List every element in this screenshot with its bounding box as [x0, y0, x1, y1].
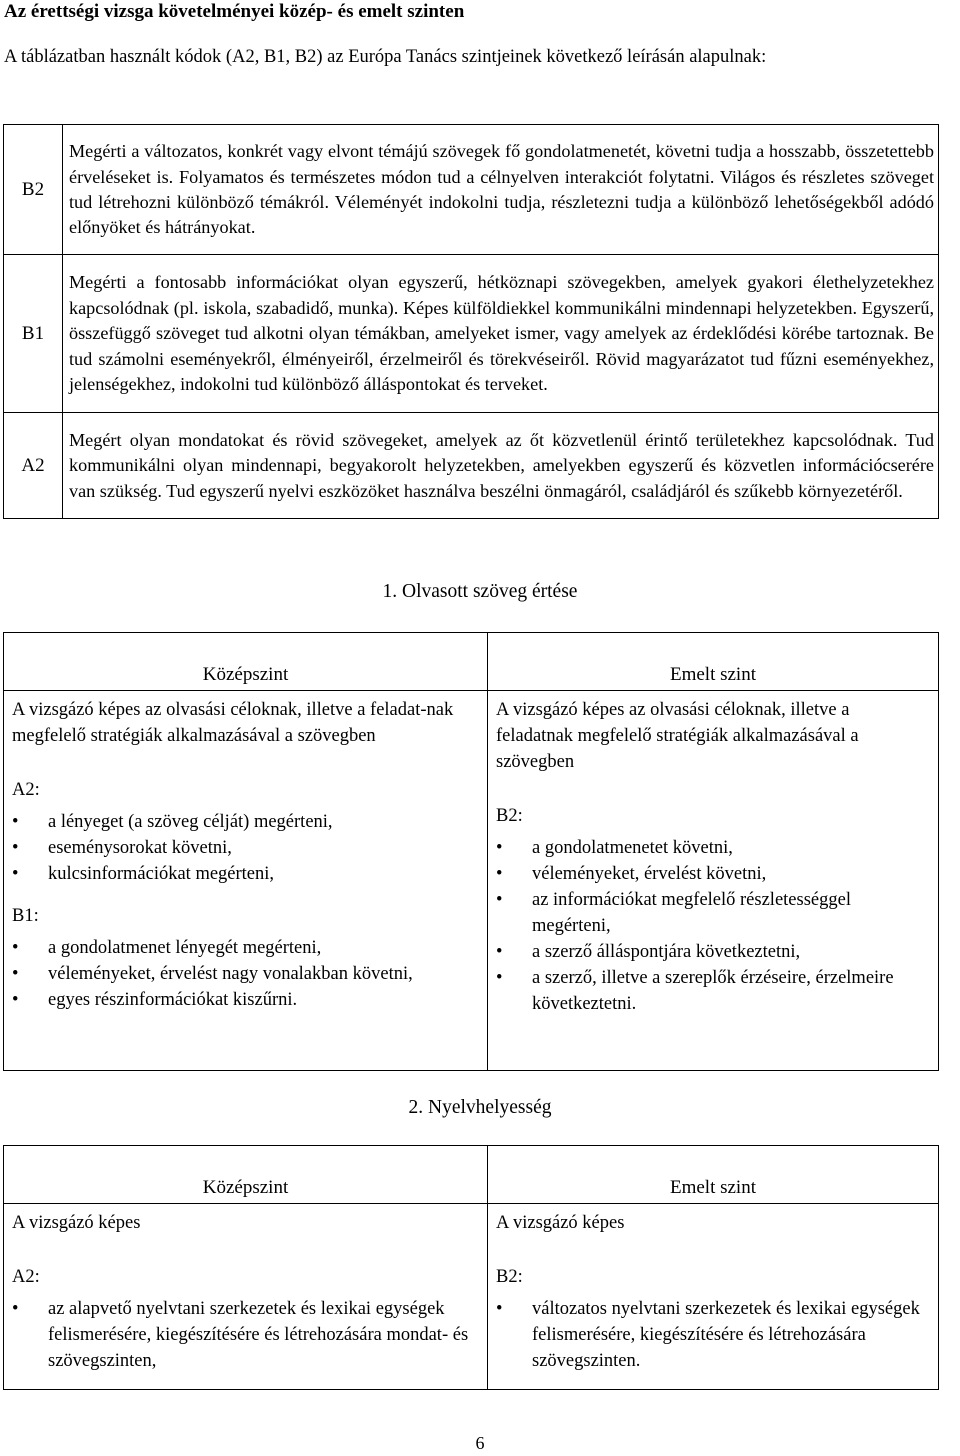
list-item: • kulcsinformációkat megérteni,	[12, 861, 473, 887]
bullet-list	[12, 809, 473, 887]
list-item: • véleményeket, érvelést nagy vonalakban követni,	[12, 961, 473, 987]
list-item: • a szerző álláspontjára következtetni,	[496, 939, 924, 965]
advanced-cell	[488, 691, 939, 1071]
list-item: • változatos nyelvtani szerkezetek és lexikai egységek felismerésére, kiegészítésére és létrehozására szövegszinten.	[496, 1296, 924, 1374]
bullet-list	[496, 835, 924, 1017]
bullet-icon: •	[12, 812, 19, 832]
page-number: 6	[475, 1433, 485, 1453]
level-label: B2:	[496, 806, 523, 826]
cell-lead: A vizsgázó képes	[496, 1213, 625, 1233]
reading-header-row	[4, 633, 939, 691]
grammar-header-row	[4, 1146, 939, 1204]
intermediate-cell	[4, 691, 488, 1071]
reading-table	[3, 632, 939, 1071]
list-item: • a lényeget (a szöveg célját) megérteni,	[12, 809, 473, 835]
bullet-icon: •	[12, 990, 19, 1010]
level-code: B1	[4, 255, 63, 413]
grammar-content-row	[4, 1204, 939, 1390]
section-heading-grammar: 2. Nyelvhelyesség	[408, 1097, 552, 1118]
list-item: • az alapvető nyelvtani szerkezetek és lexikai egységek felismerésére, kiegészítésére és létrehozására mondat- és szövegszinten,	[12, 1296, 473, 1374]
advanced-cell	[488, 1204, 939, 1390]
level-row-b1	[4, 255, 939, 413]
intermediate-cell	[4, 1204, 488, 1390]
level-label: A2:	[12, 780, 40, 800]
bullet-icon: •	[496, 968, 503, 988]
list-item: • a gondolatmenetet követni,	[496, 835, 924, 861]
level-description: Megérti a változatos, konkrét vagy elvont témájú szövegek fő gondolatmenetét, követni tudja a hosszabb, összetettebb érveléseket is. Folyamatos és természetes módon tud a célnyelven interakciót folytatni. Világos és részletes szöveget tud létrehozni különböző témákról. Véleményét indokolni tudja, részletezni tudja a különböző lehetőségekből adódó előnyöket és hátrányokat.	[63, 125, 939, 255]
bullet-icon: •	[496, 942, 503, 962]
list-item: • véleményeket, érvelést követni,	[496, 861, 924, 887]
bullet-icon: •	[12, 864, 19, 884]
column-header-intermediate: Középszint	[4, 633, 488, 691]
bullet-icon: •	[496, 1299, 503, 1319]
cell-lead: A vizsgázó képes az olvasási céloknak, illetve a feladatnak megfelelő stratégiák alkalmazásával a szövegben	[496, 700, 859, 772]
bullet-list	[12, 1296, 473, 1374]
level-label: B1:	[12, 906, 39, 926]
level-label: B2:	[496, 1267, 523, 1287]
bullet-icon: •	[496, 838, 503, 858]
level-description: Megért olyan mondatokat és rövid szövegeket, amelyek az őt közvetlenül érintő területekhez kapcsolódnak. Tud kommunikálni olyan mindennapi, begyakorolt helyzetekben, amelyekben egyszerű és közvetlen információcserére van szükség. Tud egyszerű nyelvi eszközöket használva beszélni önmagáról, családjáról és szűkebb környezetéről.	[63, 413, 939, 519]
bullet-icon: •	[12, 964, 19, 984]
level-description: Megérti a fontosabb információkat olyan egyszerű, hétköznapi szövegekben, amelyek gyakori élethelyzetekhez kapcsolódnak (pl. iskola, szabadidő, munka). Képes külföldiekkel kommunikálni mindennapi helyzetekben. Egyszerű, összefüggő szöveget tud alkotni olyan témákban, amelyeket ismer, vagy amelyek az érdeklődési körébe tartoznak. Be tud számolni eseményekről, élményeiről, érzelmeiről és törekvéseiről. Rövid magyarázatot tud fűzni eseményekhez, jelenségekhez, indokolni tud különböző álláspontokat és terveket.	[63, 255, 939, 413]
bullet-icon: •	[496, 864, 503, 884]
level-label: A2:	[12, 1267, 40, 1287]
intro-paragraph: A táblázatban használt kódok (A2, B1, B2) az Európa Tanács szintjeinek következő leírásán alapulnak:	[4, 47, 767, 67]
list-item: • egyes részinformációkat kiszűrni.	[12, 987, 473, 1013]
level-row-a2	[4, 413, 939, 519]
level-code: A2	[4, 413, 63, 519]
levels-table	[3, 124, 939, 519]
level-row-b2	[4, 125, 939, 255]
list-item: • a szerző, illetve a szereplők érzéseire, érzelmeire következtetni.	[496, 965, 924, 1017]
section-heading-reading: 1. Olvasott szöveg értése	[382, 581, 578, 602]
list-item: • az információkat megfelelő részletességgel megérteni,	[496, 887, 924, 939]
list-item: • a gondolatmenet lényegét megérteni,	[12, 935, 473, 961]
level-code: B2	[4, 125, 63, 255]
page-title: Az érettségi vizsga követelményei közép- és emelt szinten	[4, 1, 465, 22]
cell-lead: A vizsgázó képes az olvasási céloknak, illetve a feladat-nak megfelelő stratégiák alkalmazásával a szövegben	[12, 700, 454, 746]
bullet-icon: •	[12, 1299, 19, 1319]
grammar-table	[3, 1145, 939, 1390]
bullet-list	[12, 935, 473, 1013]
bullet-icon: •	[12, 838, 19, 858]
reading-content-row	[4, 691, 939, 1071]
bullet-icon: •	[12, 938, 19, 958]
column-header-advanced: Emelt szint	[488, 1146, 939, 1204]
column-header-intermediate: Középszint	[4, 1146, 488, 1204]
cell-lead: A vizsgázó képes	[12, 1213, 141, 1233]
bullet-icon: •	[496, 890, 503, 910]
bullet-list	[496, 1296, 924, 1374]
column-header-advanced: Emelt szint	[488, 633, 939, 691]
list-item: • eseménysorokat követni,	[12, 835, 473, 861]
